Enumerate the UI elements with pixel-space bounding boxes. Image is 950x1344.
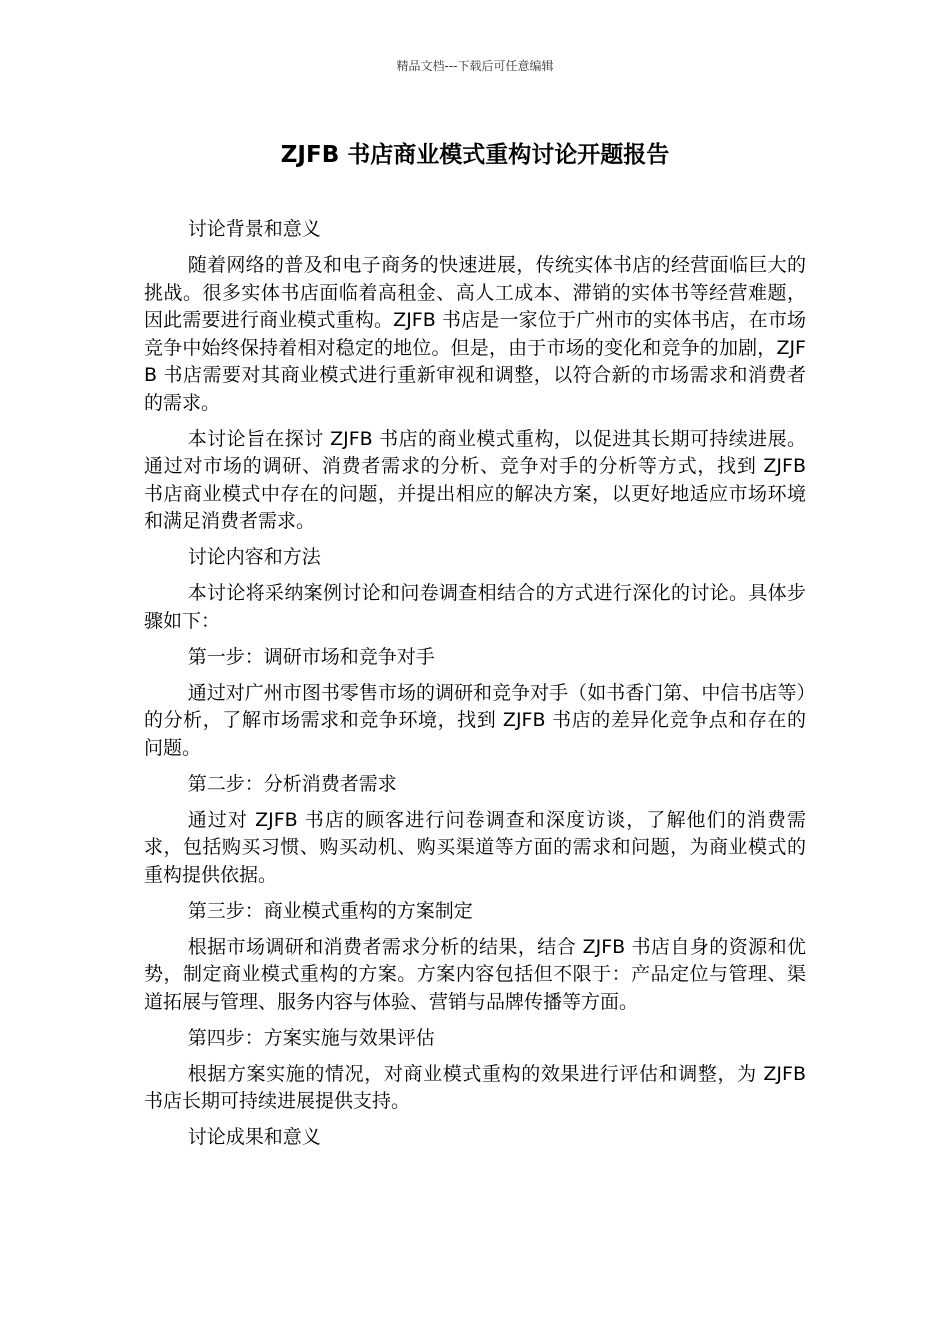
step-heading-4: 第四步：方案实施与效果评估 [187, 1026, 435, 1049]
paragraph-step-2: 通过对 ZJFB 书店的顾客进行问卷调查和深度访谈，了解他们的消费需求，包括购买习惯、购买动机、购买渠道等方面的需求和问题，为商业模式的重构提供依据。 [144, 808, 806, 886]
paragraph-background-2: 本讨论旨在探讨 ZJFB 书店的商业模式重构，以促进其长期可持续进展。通过对市场的调研、消费者需求的分析、竞争对手的分析等方式，找到 ZJFB 书店商业模式中存在的问题，并提出相应的解决方案，以更好地适应市场环境和满足消费者需求。 [144, 427, 806, 532]
section-heading-method: 讨论内容和方法 [187, 546, 321, 568]
paragraph-step-3: 根据市场调研和消费者需求分析的结果，结合 ZJFB 书店自身的资源和优势，制定商业模式重构的方案。方案内容包括但不限于：产品定位与管理、渠道拓展与管理、服务内容与体验、营销与品牌传播等方面。 [144, 935, 806, 1013]
section-heading-results: 讨论成果和意义 [187, 1126, 321, 1148]
step-heading-2: 第二步：分析消费者需求 [187, 772, 397, 795]
document-body [144, 216, 806, 1160]
paragraph-background-1: 随着网络的普及和电子商务的快速进展，传统实体书店的经营面临巨大的挑战。很多实体书店面临着高租金、高人工成本、滞销的实体书等经营难题，因此需要进行商业模式重构。ZJFB 书店是一家位于广州市的实体书店，在市场竞争中始终保持着相对稳定的地位。但是，由于市场的变化和竞争的加剧，ZJFB 书店需要对其商业模式进行重新审视和调整，以符合新的市场需求和消费者的需求。 [144, 254, 806, 414]
step-heading-1: 第一步：调研市场和竞争对手 [187, 645, 435, 668]
paragraph-step-4: 根据方案实施的情况，对商业模式重构的效果进行评估和调整，为 ZJFB 书店长期可持续进展提供支持。 [144, 1062, 806, 1112]
paragraph-method-1: 本讨论将采纳案例讨论和问卷调查相结合的方式进行深化的讨论。具体步骤如下： [144, 582, 806, 632]
header-note: 精品文档---下载后可任意编辑 [396, 59, 554, 73]
step-heading-3: 第三步：商业模式重构的方案制定 [187, 899, 473, 922]
section-heading-background: 讨论背景和意义 [187, 218, 321, 240]
document-title: ZJFB 书店商业模式重构讨论开题报告 [280, 142, 670, 168]
paragraph-step-1: 通过对广州市图书零售市场的调研和竞争对手（如书香门第、中信书店等）的分析，了解市场需求和竞争环境，找到 ZJFB 书店的差异化竞争点和存在的问题。 [144, 681, 806, 759]
